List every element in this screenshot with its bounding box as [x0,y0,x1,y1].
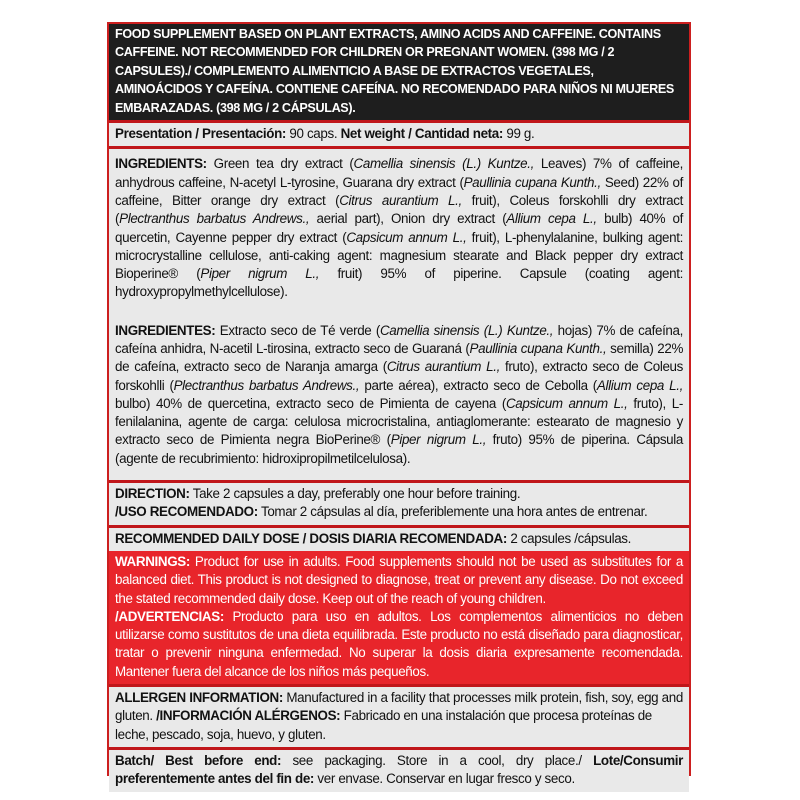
ingredients-es-label: INGREDIENTES: [115,322,216,338]
direction-en-label: DIRECTION: [115,486,190,502]
species-name: Camellia sinensis (L.) Kuntze., [353,156,535,172]
allergen-es-label: /INFORMACIÓN ALÉRGENOS: [156,708,341,724]
warnings-en-text: Product for use in adults. Food supplements should not be used as substitutes for a balanced diet. This product is not designed to diagnose, treat or prevent any disease. Do not exceed the stated recommended daily dose. Keep out of the reach of young children. [115,553,683,606]
net-weight-value: 99 g. [503,126,535,142]
species-name: Citrus aurantium L., [386,359,500,375]
allergen-section [109,687,689,747]
ingredients-en-fragment: fruit), Coleus forskohlli dry extract ( [115,192,683,227]
ingredients-es-fragment: fruto) 95% de piperina. Cápsula (agente de recubrimiento: hidroxipropilmetilcelulosa). [115,432,683,466]
ingredients-en-text [115,155,683,301]
direction-section [109,483,689,525]
ingredients-en-fragment: Green tea dry extract ( [206,156,354,172]
allergen-text [115,689,683,744]
ingredients-es-fragment: bulbo) 40% de quercetina, extracto seco de Pimienta de cayena ( [115,395,506,411]
direction-es-text: Tomar 2 cápsulas al día, preferiblemente una hora antes de entrenar. [257,504,648,520]
species-name: Plectranthus barbatus Andrews., [173,377,360,393]
presentation-section [109,123,689,146]
presentation-line [115,125,683,143]
daily-dose-line [115,530,683,548]
supplement-label-panel [107,22,691,787]
species-name: Paullinia cupana Kunth., [463,174,601,190]
header-text: FOOD SUPPLEMENT BASED ON PLANT EXTRACTS, AMINO ACIDS AND CAFFEINE. CONTAINS CAFFEINE. NOT RECOMMENDED FOR CHILDREN OR PREGNANT WOMEN. (398 MG / 2 CAPSULES)./ COMPLEMENTO ALIMENTICIO A BASE DE EXTRACTOS VEGETALES, AMINOÁCIDOS Y CAFEÍNA. CONTIENE CAFEÍNA. NO RECOMENDADO PARA NIÑOS NI MUJERES EMBARAZADAS. (398 MG / 2 CÁPSULAS). [115,27,674,115]
species-name: Piper nigrum L., [390,432,487,448]
warnings-es-label: /ADVERTENCIAS: [115,608,224,624]
species-name: Capsicum annum L., [346,229,467,245]
species-name: Piper nigrum L., [200,266,320,282]
direction-en-text: Take 2 capsules a day, preferably one hour before training. [189,486,521,502]
species-name: Plectranthus barbatus Andrews., [119,211,310,227]
daily-dose-label: RECOMMENDED DAILY DOSE / DOSIS DIARIA RECOMENDADA: [115,530,507,546]
warnings-en-label: WARNINGS: [115,553,190,569]
presentation-value: 90 caps. [286,126,341,142]
daily-dose-value: 2 capsules /cápsulas. [506,530,632,546]
warnings-es-text: Producto para uso en adultos. Los complementos alimenticios no deben utilizarse como sustitutos de una dieta equilibrada. Este producto no está diseñado para diagnosticar, tratar o prevenir ninguna enfermedad. No superar la dosis diaria expresamente recomendada. Mantener fuera del alcance de los niños más pequeños. [115,608,683,679]
warnings-en [115,553,683,608]
ingredients-es-text [115,322,683,468]
batch-text [115,752,683,789]
ingredients-es-section [109,316,689,480]
ingredients-es-fragment: fruto), L-fenilalanina, agente de carga: celulosa microcristalina, antiaglomerante: estearato de magnesio y extracto seco de Pimienta negra BioPerine® ( [115,395,683,448]
allergen-en-text: Manufactured in a facility that processes milk protein, fish, soy, egg and gluten. [115,690,683,724]
direction-en [115,485,683,503]
batch-es-text: ver envase. Conservar en lugar fresco y seco. [314,771,575,787]
allergen-es-text: Fabricado en una instalación que procesa proteínas de leche, pescado, soja, huevo, y gluten. [115,708,652,742]
daily-dose-section [109,528,689,551]
species-name: Citrus aurantium L., [339,192,462,208]
allergen-en-label: ALLERGEN INFORMATION: [115,690,283,706]
ingredients-es-fragment: hojas) 7% de cafeína, cafeína anhidra, N-acetil L-tirosina, extracto seco de Guaraná ( [115,322,684,356]
species-name: Allium cepa L., [596,377,683,393]
species-name: Paullinia cupana Kunth., [469,341,607,356]
batch-es-label: Lote/Consumir preferentemente antes del fin de: [115,752,683,787]
presentation-label: Presentation / Presentación: [115,126,287,142]
direction-es-label: /USO RECOMENDADO: [115,504,258,520]
species-name: Allium cepa L., [506,211,597,227]
ingredients-en-fragment: Seed) 22% of caffeine, Bitter orange dry extract ( [115,174,683,208]
ingredients-es-fragment: Extracto seco de Té verde ( [215,322,380,338]
direction-es [115,503,683,521]
ingredients-en-fragment: Leaves) 7% of caffeine, anhydrous caffeine, N-acetyl L-tyrosine, Guarana dry extract ( [115,156,684,190]
ingredients-es-fragment: semilla) 22% de cafeína, extracto seco de Naranja amarga ( [115,341,683,375]
ingredients-es-fragment: fruto), extracto seco de Coleus forskohlli ( [115,359,683,393]
warnings-section [109,551,689,684]
ingredients-en-label: INGREDIENTS: [115,156,207,172]
ingredients-en-section [109,149,689,315]
header-section [109,24,689,120]
ingredients-en-fragment: fruit), L-phenylalanine, bulking agent: microcrystalline cellulose, anti-caking agent: magnesium stearate and Black pepper dry extract Bioperine® ( [115,229,683,282]
batch-en-label: Batch/ Best before end: [115,752,282,768]
ingredients-es-fragment: parte aérea), extracto seco de Cebolla ( [359,377,597,393]
batch-en-text: see packaging. Store in a cool, dry place./ [281,752,594,768]
batch-section [109,750,689,792]
species-name: Camellia sinensis (L.) Kuntze., [379,322,554,338]
warnings-es [115,608,683,681]
ingredients-en-fragment: aerial part), Onion dry extract ( [309,211,507,227]
ingredients-en-fragment: bulb) 40% of quercetin, Cayenne pepper dry extract ( [115,211,683,245]
species-name: Capsicum annum L., [505,395,628,411]
ingredients-en-fragment: fruit) 95% of piperine. Capsule (coating agent: hydroxypropylmethylcellulose). [115,266,683,300]
net-weight-label: Net weight / Cantidad neta: [340,126,503,142]
